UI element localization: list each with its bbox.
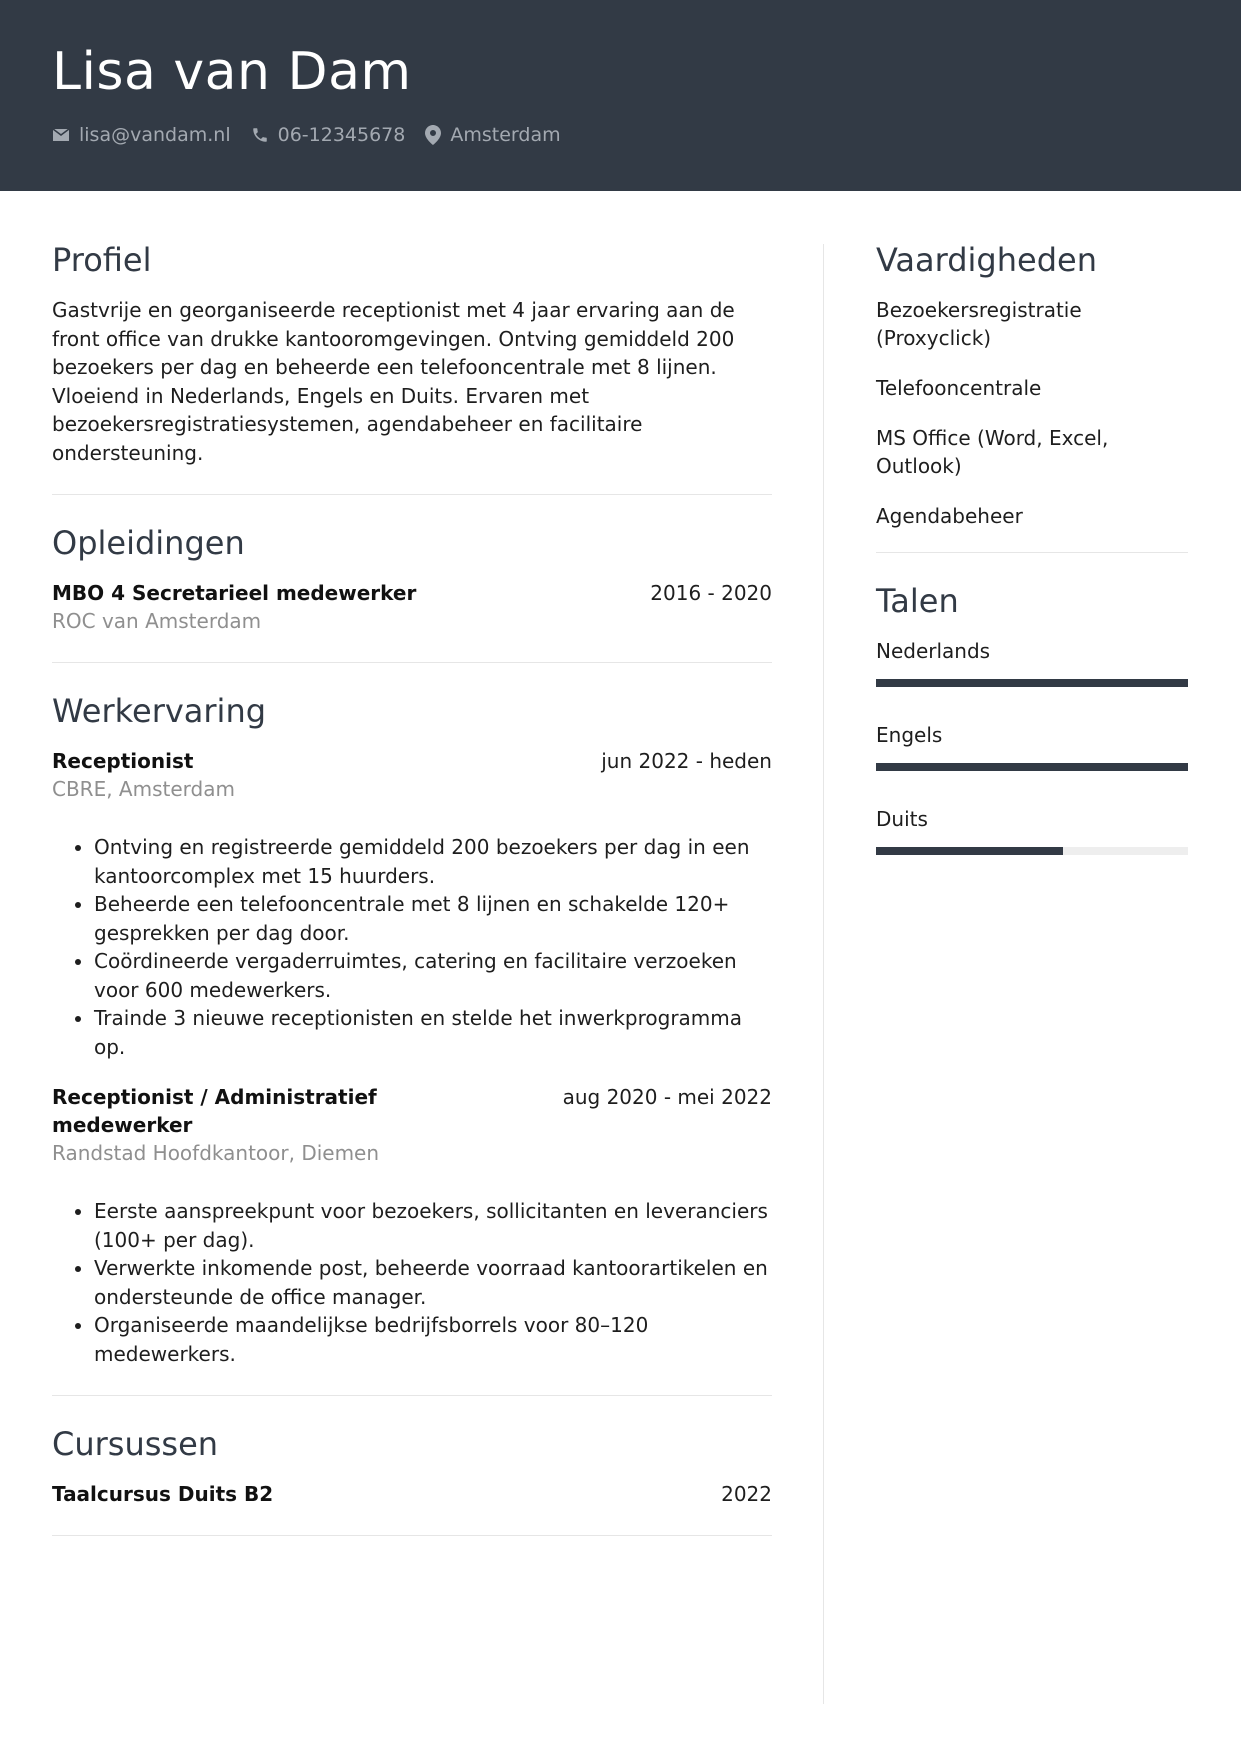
section-title-education: Opleidingen [52, 524, 245, 562]
bullet-item: • Verwerkte inkomende post, beheerde voorraad kantoorartikelen en ondersteunde de office manager. [94, 1254, 772, 1311]
language-level-bar [876, 847, 1188, 855]
column-divider [823, 244, 824, 1704]
job-date: aug 2020 - mei 2022 [562, 1085, 772, 1109]
side-column [876, 240, 1188, 889]
language-item [876, 637, 1188, 687]
language-name: Duits [876, 807, 928, 831]
education-date: 2016 - 2020 [650, 581, 772, 605]
profile-text: Gastvrije en georganiseerde receptionist met 4 jaar ervaring aan de front office van drukke kantooromgevingen. Ontving gemiddeld 200 bezoekers per dag en beheerde een telefooncentrale met 8 lijnen. Vloeiend in Nederlands, Engels en Duits. Ervaren met bezoekersregistratiesystemen, agendabeheer en facilitaire ondersteuning. [52, 298, 735, 465]
job-title: Receptionist [52, 749, 194, 773]
job-entry [52, 747, 772, 1061]
skill-item: Agendabeheer [876, 504, 1023, 528]
job-company: CBRE, Amsterdam [52, 777, 235, 801]
course-entry [52, 1480, 772, 1508]
section-title-courses: Cursussen [52, 1425, 219, 1463]
language-level-fill [876, 679, 1188, 687]
section-divider [876, 552, 1188, 553]
phone-icon [251, 126, 269, 144]
languages-section [876, 581, 1188, 855]
section-divider [52, 1395, 772, 1396]
job-entry [52, 1083, 772, 1368]
course-date: 2022 [721, 1482, 772, 1506]
language-level-bar [876, 763, 1188, 771]
language-name: Nederlands [876, 639, 991, 663]
main-column [52, 240, 772, 1536]
candidate-name: Lisa van Dam [52, 42, 412, 102]
language-name: Engels [876, 723, 943, 747]
job-date: jun 2022 - heden [601, 749, 772, 773]
section-title-skills: Vaardigheden [876, 241, 1097, 279]
contact-info [52, 124, 581, 146]
courses-section [52, 1424, 772, 1508]
job-bullets [52, 833, 772, 1061]
bullet-item: • Ontving en registreerde gemiddeld 200 bezoekers per dag in een kantoorcomplex met 15 huurders. [94, 833, 772, 890]
resume-header [0, 0, 1241, 191]
section-title-experience: Werkervaring [52, 692, 267, 730]
bullet-item: • Beheerde een telefooncentrale met 8 lijnen en schakelde 120+ gesprekken per dag door. [94, 890, 772, 947]
bullet-item: • Organiseerde maandelijkse bedrijfsborrels voor 80–120 medewerkers. [94, 1311, 772, 1368]
phone-text: 06-12345678 [277, 124, 406, 146]
language-level-bar [876, 679, 1188, 687]
contact-email [52, 124, 231, 146]
education-title: MBO 4 Secretarieel medewerker [52, 581, 417, 605]
language-item [876, 721, 1188, 771]
experience-section [52, 691, 772, 1368]
language-item [876, 805, 1188, 855]
skill-item: MS Office (Word, Excel, Outlook) [876, 426, 1109, 478]
section-divider [52, 1535, 772, 1536]
contact-phone [251, 124, 406, 146]
job-company: Randstad Hoofdkantoor, Diemen [52, 1141, 380, 1165]
section-title-profile: Profiel [52, 241, 152, 279]
language-level-fill [876, 847, 1063, 855]
course-title: Taalcursus Duits B2 [52, 1482, 274, 1506]
job-bullets [52, 1197, 772, 1368]
education-school: ROC van Amsterdam [52, 609, 262, 633]
skill-item: Bezoekersregistratie (Proxyclick) [876, 298, 1082, 350]
skill-item: Telefooncentrale [876, 376, 1042, 400]
section-title-languages: Talen [876, 582, 959, 620]
section-divider [52, 494, 772, 495]
map-pin-icon [425, 125, 441, 145]
education-section [52, 523, 772, 635]
contact-location [425, 124, 560, 146]
section-divider [52, 662, 772, 663]
education-entry [52, 579, 772, 635]
profile-section [52, 240, 772, 467]
email-text: lisa@vandam.nl [79, 124, 231, 146]
language-level-fill [876, 763, 1188, 771]
bullet-item: • Eerste aanspreekpunt voor bezoekers, sollicitanten en leveranciers (100+ per dag). [94, 1197, 772, 1254]
bullet-item: • Trainde 3 nieuwe receptionisten en stelde het inwerkprogramma op. [94, 1004, 772, 1061]
skills-section [876, 240, 1188, 530]
envelope-icon [52, 128, 70, 142]
bullet-item: • Coördineerde vergaderruimtes, catering en facilitaire verzoeken voor 600 medewerkers. [94, 947, 772, 1004]
job-title: Receptionist / Administratief medewerker [52, 1085, 377, 1137]
location-text: Amsterdam [450, 124, 561, 146]
